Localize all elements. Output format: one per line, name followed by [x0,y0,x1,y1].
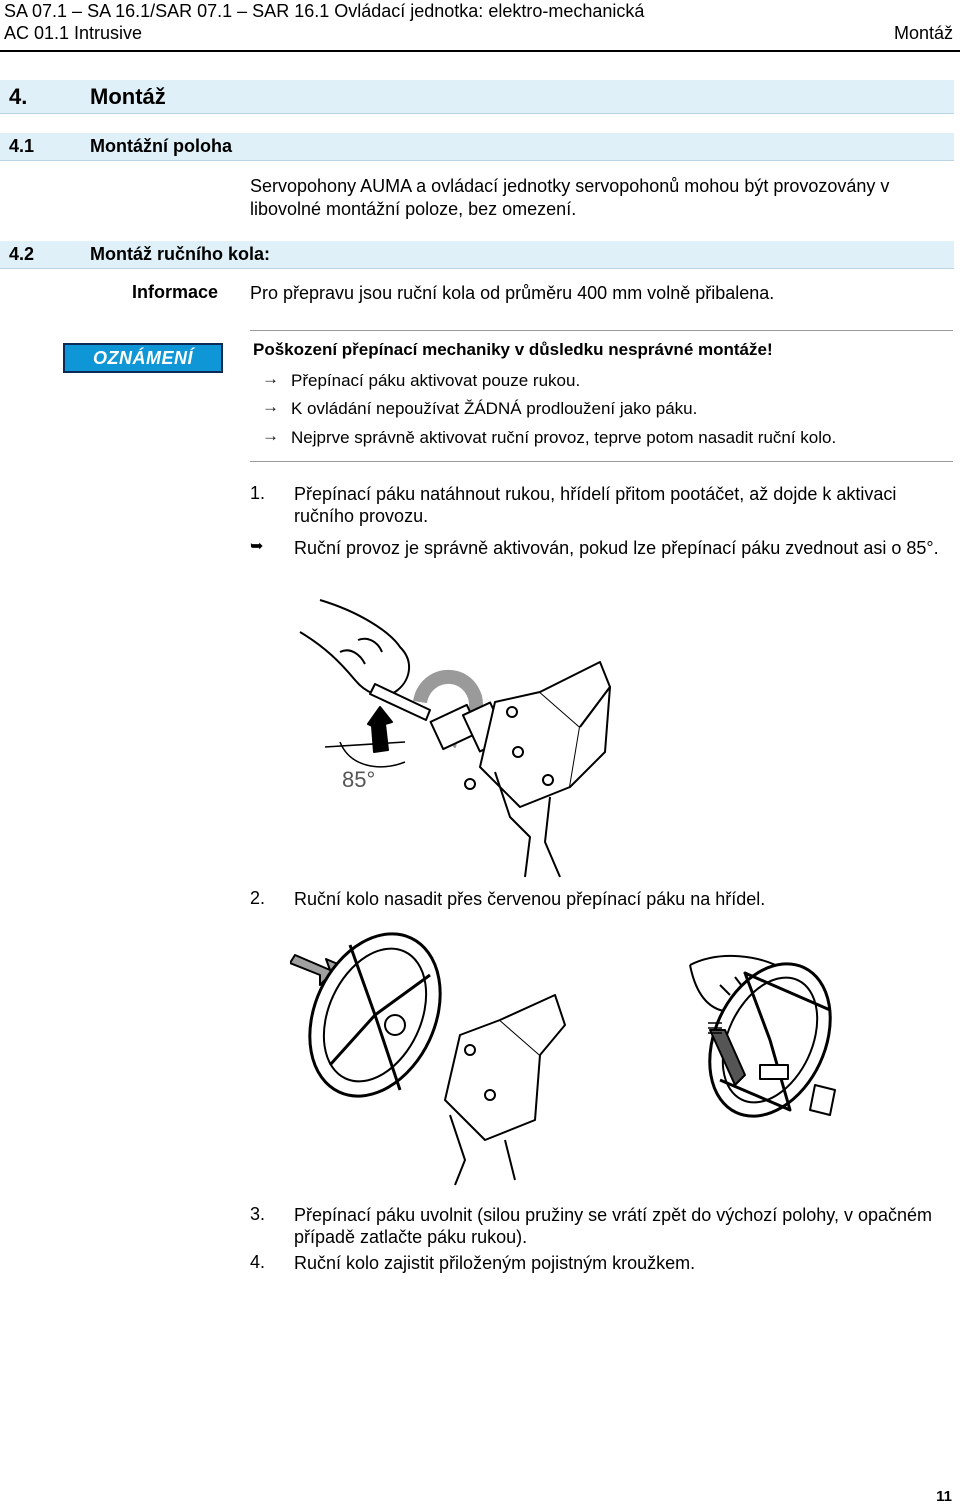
info-text: Pro přepravu jsou ruční kola od průměru 400 mm volně přibalena. [250,283,775,303]
info-label: Informace [132,282,219,302]
step-2-text: Ruční kolo nasadit přes červenou přepínací páku na hřídel. [294,889,766,909]
step-3-text: Přepínací páku uvolnit (silou pružiny se vrátí zpět do výchozí polohy, v opačném případě zatlačte páku rukou). [294,1205,932,1247]
header-rule [0,50,960,52]
section-4-bar [0,80,954,114]
header-title: SA 07.1 – SA 16.1/SAR 07.1 – SAR 16.1 Ovládací jednotka: elektro-mechanická [4,1,645,21]
header-subtitle: AC 01.1 Intrusive [4,23,143,43]
notice-item-2: K ovládání nepoužívat ŽÁDNÁ prodloužení jako páku. [291,399,698,418]
section-4-2-title: Montáž ručního kola: [90,244,270,264]
section-4-2-bar [0,241,954,269]
angle-label: 85° [342,767,376,792]
arrow-right-icon: → [262,397,279,416]
step-4-text: Ruční kolo zajistit přiloženým pojistným kroužkem. [294,1253,696,1273]
handwheel-mounting-illustration [290,915,860,1190]
step-2-number: 2. [250,888,266,908]
notice-item-1: Přepínací páku aktivovat pouze rukou. [291,371,581,390]
notice-top-rule [250,330,953,331]
notice-bottom-rule [250,461,953,462]
step-1-result: Ruční provoz je správně aktivován, pokud lze přepínací páku zvednout asi o 85°. [294,538,939,558]
step-1-text: Přepínací páku natáhnout rukou, hřídelí přitom pootáčet, až dojde k aktivaci ručního provozu. [294,484,897,526]
section-4-title: Montáž [90,84,166,109]
step-1-number: 1. [250,483,266,503]
section-4-number: 4. [9,84,28,109]
notice-item-3: Nejprve správně aktivovat ruční provoz, teprve potom nasadit ruční kolo. [291,428,837,447]
section-4-1-title: Montážní poloha [90,136,232,156]
notice-badge: OZNÁMENÍ [63,343,223,373]
result-arrow-icon: ➥ [250,538,264,555]
page-number: 11 [936,1488,952,1505]
step-4-number: 4. [250,1252,266,1272]
section-4-1-text: Servopohony AUMA a ovládací jednotky servopohonů mohou být provozovány v libovolné montážní poloze, bez omezení. [250,176,890,219]
arrow-right-icon: → [262,369,279,388]
header-section: Montáž [893,23,953,43]
section-4-1-number: 4.1 [9,136,35,156]
arrow-right-icon: → [262,426,279,445]
notice-title: Poškození přepínací mechaniky v důsledku nesprávné montáže! [253,340,773,359]
section-4-2-number: 4.2 [9,244,35,264]
lever-activation-illustration [280,592,620,882]
section-4-1-bar [0,133,954,161]
step-3-number: 3. [250,1204,266,1224]
